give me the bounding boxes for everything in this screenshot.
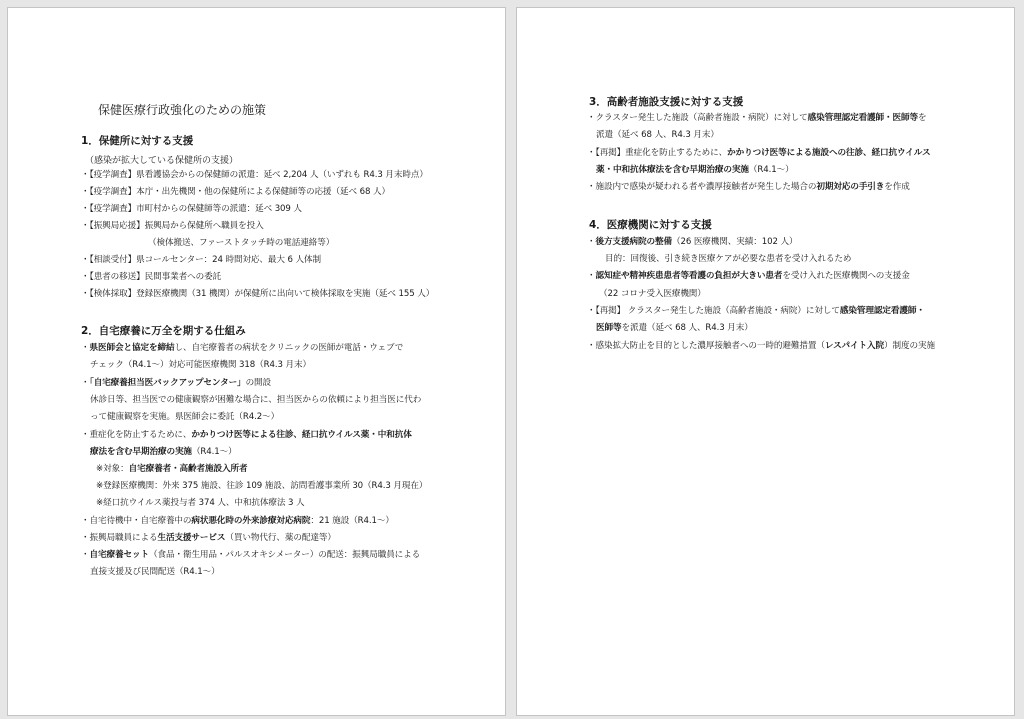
section1-item: ・【相談受付】県コールセンター：24 時間対応、最大 6 人体制: [81, 255, 322, 265]
section4-item-continuation: 目的：回復後、引き続き医療ケアが必要な患者を受け入れるため: [605, 254, 852, 264]
section4-item: ・感染拡大防止を目的とした濃厚接触者への一時的避難措置（レスパイト入院）制度の実施: [587, 341, 935, 351]
section1-item: ・【疫学調査】市町村からの保健師等の派遣：延べ 309 人: [81, 204, 302, 214]
section2-item: ・「自宅療養担当医バックアップセンター」の開設: [81, 378, 272, 388]
section2-note: ※登録医療機関：外来 375 施設、往診 109 施設、訪問看護事業所 30（R4.3 月現在）: [96, 481, 428, 491]
section2-item-continuation: 療法を含む早期治療の実施（R4.1～）: [90, 447, 237, 457]
section4-heading: 4．医療機関に対する支援: [589, 219, 712, 231]
section2-item: ・重症化を防止するために、かかりつけ医等による往診、経口抗ウイルス薬・中和抗体: [81, 430, 412, 440]
section4-item-continuation: （22 コロナ受入医療機関）: [599, 289, 706, 299]
section1-item-continuation: （検体搬送、ファーストタッチ時の電話連絡等）: [148, 238, 335, 248]
section2-item: ・県医師会と協定を締結し、自宅療養者の病状をクリニックの医師が電話・ウェブで: [81, 343, 404, 353]
section3-heading: 3．高齢者施設支援に対する支援: [589, 96, 744, 108]
section2-item-continuation: って健康観察を実施。県医師会に委託（R4.2～）: [90, 412, 280, 422]
section2-item-continuation: 直接支援及び民間配送（R4.1～）: [90, 567, 220, 577]
section1-item: ・【疫学調査】本庁・出先機関・他の保健所による保健師等の応援（延べ 68 人）: [81, 187, 390, 197]
section2-note: ※対象：自宅療養者・高齢者施設入所者: [96, 464, 248, 474]
document-title: 保健医療行政強化のための施策: [98, 103, 267, 117]
section1-item: ・【振興局応援】振興局から保健所へ職員を投入: [81, 221, 264, 231]
section4-item: ・後方支援病院の整備（26 医療機関、実績：102 人）: [587, 237, 798, 247]
section1-item: ・【患者の移送】民間事業者への委託: [81, 272, 222, 282]
section4-item: ・認知症や精神疾患患者等看護の負担が大きい患者を受け入れた医療機関への支援金: [587, 271, 910, 281]
section2-item: ・自宅待機中・自宅療養中の病状悪化時の外来診療対応病院：21 施設（R4.1～）: [81, 516, 394, 526]
section3-item-continuation: 派遣（延べ 68 人、R4.3 月末）: [596, 130, 719, 140]
section2-item: ・自宅療養セット（食品・衛生用品・パルスオキシメーター）の配送：振興局職員による: [81, 550, 421, 560]
section1-item: ・【疫学調査】県看護協会からの保健師の派遣：延べ 2,204 人（いずれも R4.3 月末時点）: [81, 170, 428, 180]
section1-item: ・【検体採取】登録医療機関（31 機関）が保健所に出向いて検体採取を実施（延べ 155 人）: [81, 289, 435, 299]
section3-item-continuation: 薬・中和抗体療法を含む早期治療の実施（R4.1～）: [596, 165, 794, 175]
document-page-left: [7, 7, 506, 716]
section3-item: ・クラスター発生した施設（高齢者施設・病院）に対して感染管理認定看護師・医師等を: [587, 113, 927, 123]
section2-note: ※経口抗ウイルス薬投与者 374 人、中和抗体療法 3 人: [96, 498, 305, 508]
section1-subheading: （感染が拡大している保健所の支援）: [85, 156, 239, 166]
section2-heading: 2．自宅療養に万全を期する仕組み: [81, 325, 246, 337]
section3-item: ・【再掲】重症化を防止するために、かかりつけ医等による施設への往診、経口抗ウイルス: [587, 148, 931, 158]
section2-item-continuation: チェック（R4.1～）対応可能医療機関 318（R4.3 月末）: [90, 360, 311, 370]
document-page-right: [516, 7, 1015, 716]
section3-item: ・施設内で感染が疑われる者や濃厚接触者が発生した場合の初期対応の手引きを作成: [587, 182, 910, 192]
section4-item-continuation: 医師等を派遣（延べ 68 人、R4.3 月末）: [596, 323, 753, 333]
section4-item: ・【再掲】 クラスター発生した施設（高齢者施設・病院）に対して感染管理認定看護師・: [587, 306, 925, 316]
section2-item: ・振興局職員による生活支援サービス（買い物代行、薬の配達等）: [81, 533, 336, 543]
section1-heading: 1．保健所に対する支援: [81, 135, 194, 147]
section2-item-continuation: 休診日等、担当医での健康観察が困難な場合に、担当医からの依頼により担当医に代わ: [90, 395, 422, 405]
